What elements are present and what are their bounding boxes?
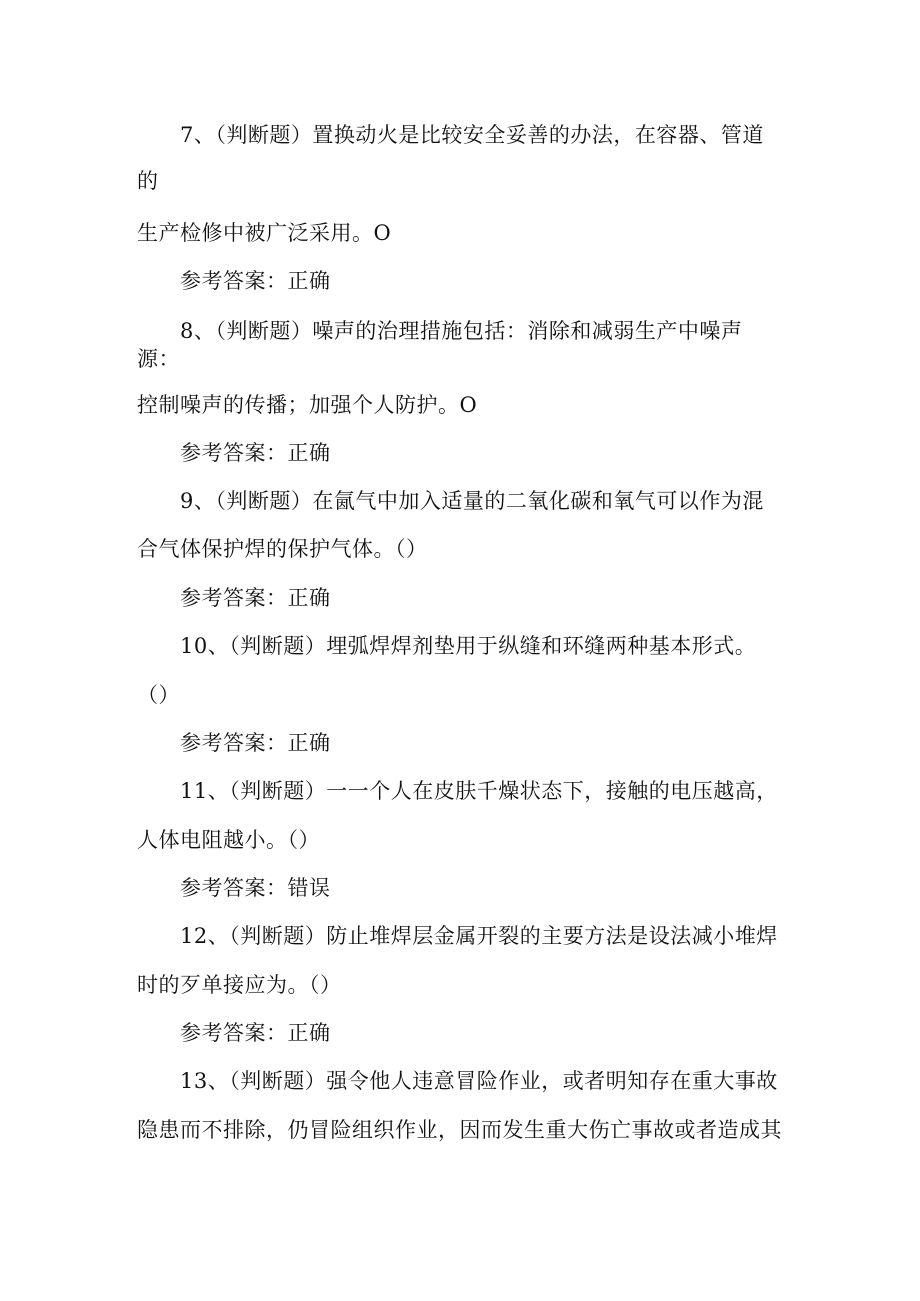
q7-text-line3: 生产检修中被广泛采用。O <box>137 221 392 245</box>
q10-answer: 参考答案：正确 <box>180 731 331 755</box>
q11-text-line1: 11、（判断题）一一个人在皮肤千燥状态下，接触的电压越高， <box>180 779 778 803</box>
q9-text-line2: 合气体保护焊的保护气体。（） <box>137 537 428 561</box>
q11-answer: 参考答案：错误 <box>180 876 331 900</box>
q8-answer: 参考答案：正确 <box>180 441 331 465</box>
q7-text-line2: 的 <box>137 169 159 193</box>
q7-text-line1: 7、（判断题）置换动火是比较安全妥善的办法，在容器、管道 <box>180 123 764 147</box>
q10-text-line2: （） <box>137 683 180 707</box>
q12-text-line1: 12、（判断题）防止堆焊层金属开裂的主要方法是设法减小堆焊 <box>180 924 778 948</box>
q8-text-line3: 控制噪声的传播；加强个人防护。O <box>137 393 478 417</box>
q9-text-line1: 9、（判断题）在氤气中加入适量的二氧化碳和氧气可以作为混 <box>180 489 764 513</box>
q9-answer: 参考答案：正确 <box>180 586 331 610</box>
q10-text-line1: 10、（判断题）埋弧焊焊剂垫用于纵缝和环缝两种基本形式。 <box>180 634 757 658</box>
q7-answer: 参考答案：正确 <box>180 269 331 293</box>
q11-text-line2: 人体电阻越小。（） <box>137 828 320 852</box>
q13-text-line1: 13、（判断题）强令他人违意冒险作业，或者明知存在重大事故 <box>180 1069 778 1093</box>
q12-text-line2: 时的歹单接应为。（） <box>137 973 342 997</box>
q13-text-line2: 隐患而不排除，仍冒险组织作业，因而发生重大伤亡事故或者造成其 <box>137 1118 782 1142</box>
q8-text-line2: 源： <box>137 347 180 371</box>
q12-answer: 参考答案：正确 <box>180 1021 331 1045</box>
q8-text-line1: 8、（判断题）噪声的治理措施包括：消除和减弱生产中噪声 <box>180 319 743 343</box>
